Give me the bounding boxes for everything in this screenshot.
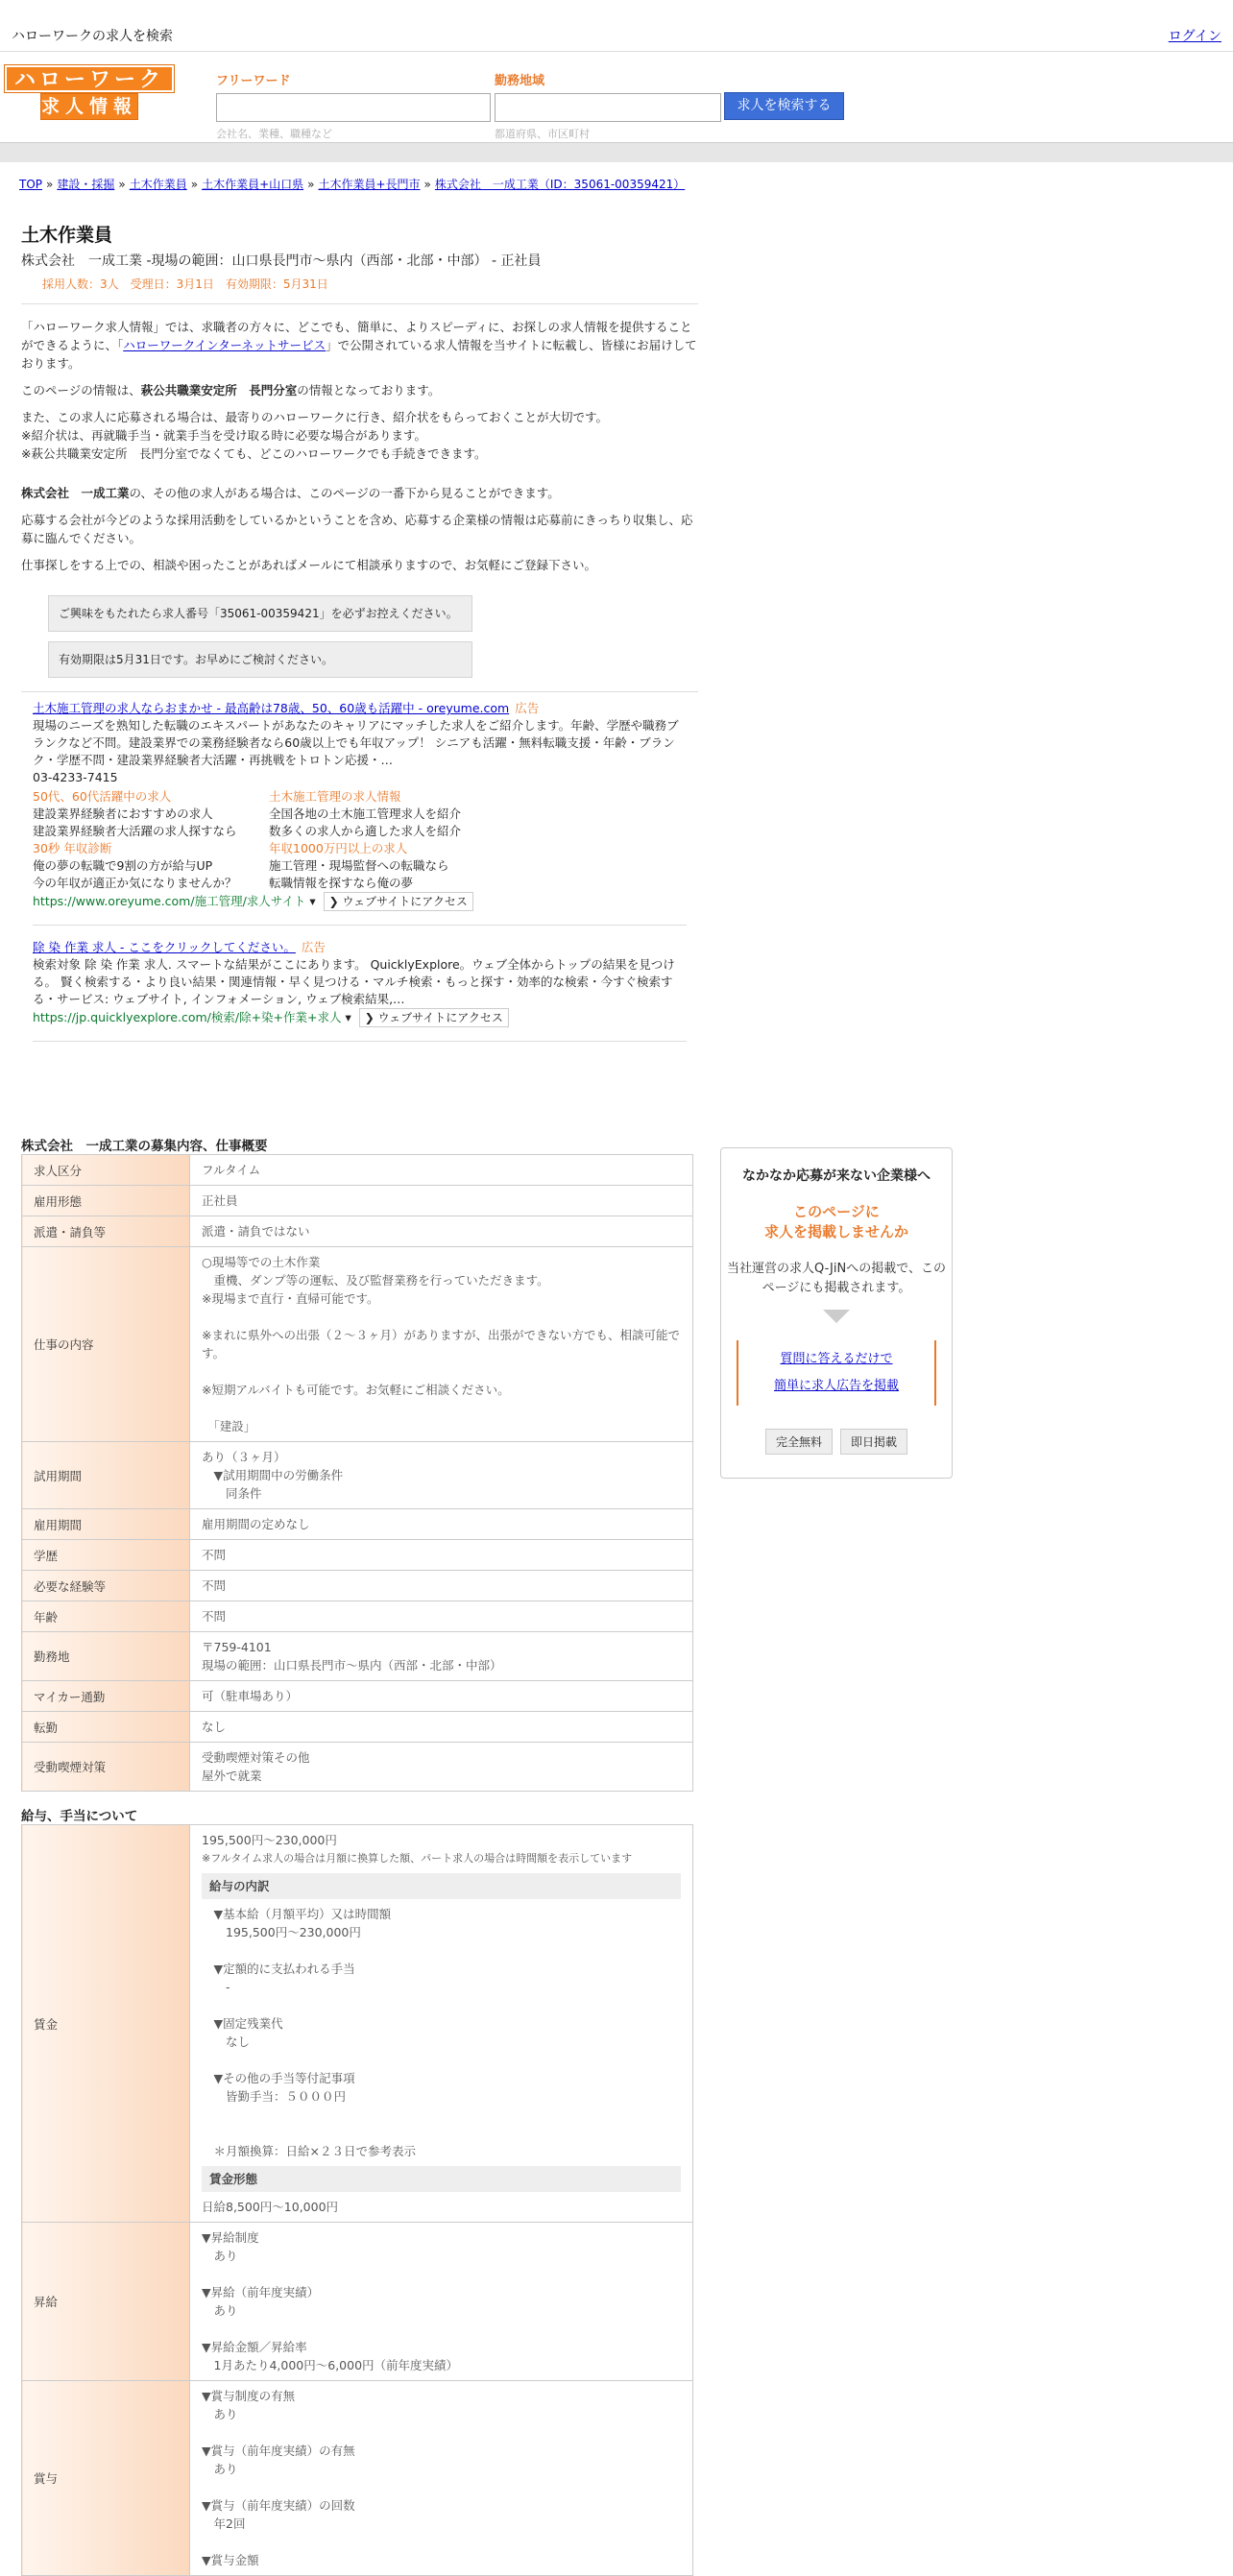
row-label: 賃金 xyxy=(22,1825,190,2223)
wage-note: ※フルタイム求人の場合は月額に換算した額、パート求人の場合は時間額を表示しています xyxy=(202,1852,633,1865)
ad2-tag: 広告 xyxy=(301,940,326,954)
row-value: ▼昇給制度 あり ▼昇給（前年度実績） あり ▼昇給金額／昇給率 1月あたり4,000円〜6,000円（前年度実績） xyxy=(190,2223,693,2381)
logo-line2: 求人情報 xyxy=(41,96,138,117)
area-label: 勤務地域 xyxy=(495,74,545,88)
table-row xyxy=(22,1825,693,2223)
row-label: 仕事の内容 xyxy=(22,1247,190,1442)
main-content xyxy=(21,221,698,1042)
breadcrumb-pref[interactable]: 土木作業員+山口県 xyxy=(202,178,304,191)
row-label: マイカー通勤 xyxy=(22,1681,190,1712)
ad1-sitelink-2[interactable]: 土木施工管理の求人情報 全国各地の土木施工管理求人を紹介 数多くの求人から適した求人を紹介 xyxy=(269,789,462,838)
side-catch: このページに 求人を掲載しませんか xyxy=(763,1203,908,1240)
row-value: ○現場等での土木作業 重機、ダンプ等の運転、及び監督業務を行っていただきます。 ※現場まで直行・直帰可能です。 ※まれに県外への出張（２～３ヶ月）がありますが、出張ができない方でも、相談可能です。 ※短期アルバイトも可能です。お気軽にご相談ください。 「建設」 xyxy=(190,1247,693,1442)
breadcrumb-top[interactable]: TOP xyxy=(19,178,43,191)
ad1-sitelink-1[interactable]: 50代、60代活躍中の求人 建設業界経験者におすすめの求人 建設業界経験者大活躍の求人探すなら xyxy=(33,789,237,838)
intro-p7: 応募する会社が今どのような採用活動をしているかということを含め、応募する企業様の情報は応募前にきっちり収集し、応募に臨んでください。 xyxy=(21,513,693,545)
table-row xyxy=(22,1540,693,1571)
job-subtitle: 株式会社 一成工業 -現場の範囲：山口県長門市～県内（西部・北部・中部） - 正社員 xyxy=(21,253,542,269)
table-row xyxy=(22,1743,693,1792)
ad2-title[interactable]: 除 染 作業 求人 - ここをクリックしてください。 xyxy=(33,940,296,954)
search-button[interactable]: 求人を検索する xyxy=(724,92,844,120)
area-hint: 都道府県、市区町村 xyxy=(495,128,590,140)
ad-block-1: 土木施工管理の求人ならおまかせ - 最高齢は78歳、50、60歳も活躍中 - oreyume.com 広告 現場のニーズを熟知した転職のエキスパートがあなたのキャリアにマッチした求人をご紹介します。年齢、学歴や職務ブランクなど不問。建設業界での業務経験者なら60歳以上でも年収アップ！ シニアも活躍・無料転職支援・年齢・ブランク・学歴不問・建設業界経験者大活躍・再挑戦をトロトン応援・… 03-4233-7415 50代、60代活躍中の求人 建設業界経験者におすすめの求人 建設業界経験者大活躍の求人探すなら 土木施工管理の求人情報 全国各地の土木施工管理求人を紹介 数多くの求人から適した求人を紹介 30秒 年収診断 俺の夢の転職で9割の方が給与UP 今の年収が適正か気になりませんか？ 年収1000万円以上の求人 施工管理・現場監督への転職なら 転職情報を探すなら俺の夢 https://www.oreyume.com/施工管理/求人サイト ▾ ❯ ウェブサイトにアクセス xyxy=(33,700,686,911)
area-field-group xyxy=(495,70,721,141)
ad1-body: 現場のニーズを熟知した転職のエキスパートがあなたのキャリアにマッチした求人をご紹介します。年齢、学歴や職務ブランクなど不問。建設業界での業務経験者なら60歳以上でも年収アップ！ シニアも活躍・無料転職支援・年齢・ブランク・学歴不問・建設業界経験者大活躍・再挑戦をトロトン応援・… xyxy=(33,718,679,767)
table-row xyxy=(22,1632,693,1681)
wage-form-header: 賃金形態 xyxy=(202,2166,681,2192)
table-row xyxy=(22,2381,693,2576)
table-row xyxy=(22,2223,693,2381)
row-label: 受動喫煙対策 xyxy=(22,1743,190,1792)
ad-block-2: 除 染 作業 求人 - ここをクリックしてください。 広告 検索対象 除 染 作業 求人. スマートな結果がここにあります。 QuicklyExplore。ウェブ全体からトップの結果を見つける。 賢く検索する・より良い結果・関連情報・早く見つける・マルチ検索・もっと探す・効率的な検索・今すぐ検索する・サービス: ウェブサイト, インフォメーション, ウェブ検索結果,… https://jp.quicklyexplore.com/検索/除+染+作業+求人 ▾ ❯ ウェブサイトにアクセス xyxy=(33,939,686,1027)
note-expiry: 有効期限は5月31日です。お早めにご検討ください。 xyxy=(48,641,472,678)
intro-p3: また、この求人に応募される場合は、最寄りのハローワークに行き、紹介状をもらっておくことが大切です。 xyxy=(21,410,609,424)
row-label: 雇用期間 xyxy=(22,1509,190,1540)
table-row xyxy=(22,1509,693,1540)
row-label: 賞与 xyxy=(22,2381,190,2576)
row-label: 勤務地 xyxy=(22,1632,190,1681)
row-label: 昇給 xyxy=(22,2223,190,2381)
ad2-url[interactable]: https://jp.quicklyexplore.com/検索/除+染+作業+求人 xyxy=(33,1010,342,1024)
side-link-box xyxy=(737,1340,936,1406)
row-label: 求人区分 xyxy=(22,1155,190,1186)
breadcrumb: TOP » 建設・採掘 » 土木作業員 » 土木作業員+山口県 » 土木作業員+長門市 » 株式会社 一成工業（ID：35061-00359421） xyxy=(19,178,686,191)
table-row xyxy=(22,1247,693,1442)
row-label: 必要な経験等 xyxy=(22,1571,190,1601)
row-value: 雇用期間の定めなし xyxy=(190,1509,693,1540)
note-job-number: ご興味をもたれたら求人番号「35061-00359421」を必ずお控えください。 xyxy=(48,595,472,632)
job-meta: 採用人数：3人 受理日：3月1日 有効期限：5月31日 xyxy=(42,277,328,291)
intro-p4: ※紹介状は、再就職手当・就業手当を受け取る時に必要な場合があります。 xyxy=(21,428,426,443)
logo[interactable] xyxy=(5,65,174,119)
row-value: 受動喫煙対策その他 屋外で就業 xyxy=(190,1743,693,1792)
search-header xyxy=(0,52,1233,142)
intro-p8: 仕事探しをする上での、相談や困ったことがあればメールにて相談承りますので、お気軽にご登録下さい。 xyxy=(21,558,597,572)
row-label: 学歴 xyxy=(22,1540,190,1571)
side-heading: なかなか応募が来ない企業様へ xyxy=(742,1168,931,1184)
down-arrow-icon xyxy=(823,1310,850,1323)
area-input[interactable] xyxy=(495,93,721,122)
intro-p1: 「ハローワーク求人情報」では、求職者の方々に、どこでも、簡単に、よりスピーディに、お探しの求人情報を提供することができるように、「ハローワークインターネットサービス」で公開されている求人情報を当サイトに転載し、皆様にお届けしております。 xyxy=(21,320,697,371)
ad1-tag: 広告 xyxy=(515,701,540,715)
row-label: 転勤 xyxy=(22,1712,190,1743)
table-row xyxy=(22,1681,693,1712)
wage-form: 日給8,500円〜10,000円 xyxy=(202,2200,339,2214)
wage-range: 195,500円〜230,000円 xyxy=(202,1833,337,1847)
row-label: 雇用形態 xyxy=(22,1186,190,1216)
details-section xyxy=(21,1135,698,2576)
section-title-wage: 給与、手当について xyxy=(21,1809,138,1824)
ad1-visit-button[interactable]: ❯ ウェブサイトにアクセス xyxy=(324,892,473,911)
keyword-field-group xyxy=(216,70,491,141)
row-label: 派遣・請負等 xyxy=(22,1216,190,1247)
keyword-label: フリーワード xyxy=(216,74,291,88)
ad1-title[interactable]: 土木施工管理の求人ならおまかせ - 最高齢は78歳、50、60歳も活躍中 - oreyume.com xyxy=(33,701,510,715)
intro-p5: ※萩公共職業安定所 長門分室でなくても、どこのハローワークでも手続きできます。 xyxy=(21,446,487,461)
row-value: 可（駐車場あり） xyxy=(190,1681,693,1712)
table-row xyxy=(22,1216,693,1247)
job-title: 土木作業員 xyxy=(21,225,113,246)
breadcrumb-category[interactable]: 建設・採掘 xyxy=(57,178,115,191)
side-link-1[interactable]: 質問に答えるだけで xyxy=(780,1352,893,1366)
free-badge[interactable]: 完全無料 xyxy=(765,1429,833,1455)
table-row xyxy=(22,1712,693,1743)
row-value: フルタイム xyxy=(190,1155,693,1186)
row-label: 年齢 xyxy=(22,1601,190,1632)
top-bar xyxy=(0,0,1233,52)
row-label: 試用期間 xyxy=(22,1442,190,1509)
table-row xyxy=(22,1155,693,1186)
login-link[interactable]: ログイン xyxy=(1168,29,1221,44)
row-value: 正社員 xyxy=(190,1186,693,1216)
breadcrumb-job[interactable]: 土木作業員 xyxy=(129,178,187,191)
row-value: ▼賞与制度の有無 あり ▼賞与（前年度実績）の有無 あり ▼賞与（前年度実績）の回数 年2回 ▼賞与金額 xyxy=(190,2381,693,2576)
table-row xyxy=(22,1442,693,1509)
table-row xyxy=(22,1186,693,1216)
row-value: あり（３ヶ月） ▼試用期間中の労働条件 同条件 xyxy=(190,1442,693,1509)
side-link-2[interactable]: 簡単に求人広告を掲載 xyxy=(773,1379,899,1393)
row-value: 派遣・請負ではない xyxy=(190,1216,693,1247)
keyword-hint: 会社名、業種、職種など xyxy=(216,128,332,140)
sameday-badge[interactable]: 即日掲載 xyxy=(840,1429,907,1455)
hellowork-link[interactable]: ハローワークインターネットサービス xyxy=(123,338,326,352)
wage-breakdown: ▼基本給（月額平均）又は時間額 195,500円〜230,000円 ▼定額的に支払われる手当 - ▼固定残業代 なし ▼その他の手当等付記事項 皆勤手当：５０００円 ＊月額換算：日給×２３日で参考表示 xyxy=(213,1907,416,2158)
ad1-sitelink-3[interactable]: 30秒 年収診断 俺の夢の転職で9割の方が給与UP 今の年収が適正か気になりませんか？ xyxy=(33,841,237,890)
section-title-overview: 株式会社 一成工業の募集内容、仕事概要 xyxy=(21,1139,268,1154)
job-overview-table xyxy=(21,1154,693,1792)
site-title: ハローワークの求人を検索 xyxy=(12,29,173,44)
ad1-phone: 03-4233-7415 xyxy=(33,770,118,784)
breadcrumb-city[interactable]: 土木作業員+長門市 xyxy=(318,178,421,191)
row-value: 不問 xyxy=(190,1601,693,1632)
wage-breakdown-header: 給与の内訳 xyxy=(202,1873,681,1899)
ad2-visit-button[interactable]: ❯ ウェブサイトにアクセス xyxy=(359,1008,509,1027)
ad1-sitelink-4[interactable]: 年収1000万円以上の求人 施工管理・現場監督への転職なら 転職情報を探すなら俺の夢 xyxy=(269,841,449,890)
intro-p6: 株式会社 一成工業の、その他の求人がある場合は、このページの一番下から見ることができます。 xyxy=(21,486,560,500)
table-row xyxy=(22,1601,693,1632)
breadcrumb-company[interactable]: 株式会社 一成工業（ID：35061-00359421） xyxy=(434,178,686,191)
row-value: 不問 xyxy=(190,1540,693,1571)
row-value: なし xyxy=(190,1712,693,1743)
table-row xyxy=(22,1571,693,1601)
keyword-input[interactable] xyxy=(216,93,491,122)
row-value: 〒759-4101 現場の範囲：山口県長門市～県内（西部・北部・中部） xyxy=(190,1632,693,1681)
logo-line1: ハローワーク xyxy=(5,65,174,92)
ad1-url[interactable]: https://www.oreyume.com/施工管理/求人サイト xyxy=(33,894,306,908)
row-value: 不問 xyxy=(190,1571,693,1601)
gray-bar xyxy=(0,142,1233,162)
advertise-sidebar xyxy=(720,1147,953,1479)
intro-p2: このページの情報は、萩公共職業安定所 長門分室の情報となっております。 xyxy=(21,383,441,397)
wage-table xyxy=(21,1824,693,2576)
ad2-body: 検索対象 除 染 作業 求人. スマートな結果がここにあります。 QuicklyExplore。ウェブ全体からトップの結果を見つける。 賢く検索する・より良い結果・関連情報・早く見つける・マルチ検索・もっと探す・効率的な検索・今すぐ検索する・サービス: ウェブサイト, インフォメーション, ウェブ検索結果,… xyxy=(33,957,675,1006)
side-description: 当社運営の求人Q-JiNへの掲載で、このページにも掲載されます。 xyxy=(727,1262,946,1295)
